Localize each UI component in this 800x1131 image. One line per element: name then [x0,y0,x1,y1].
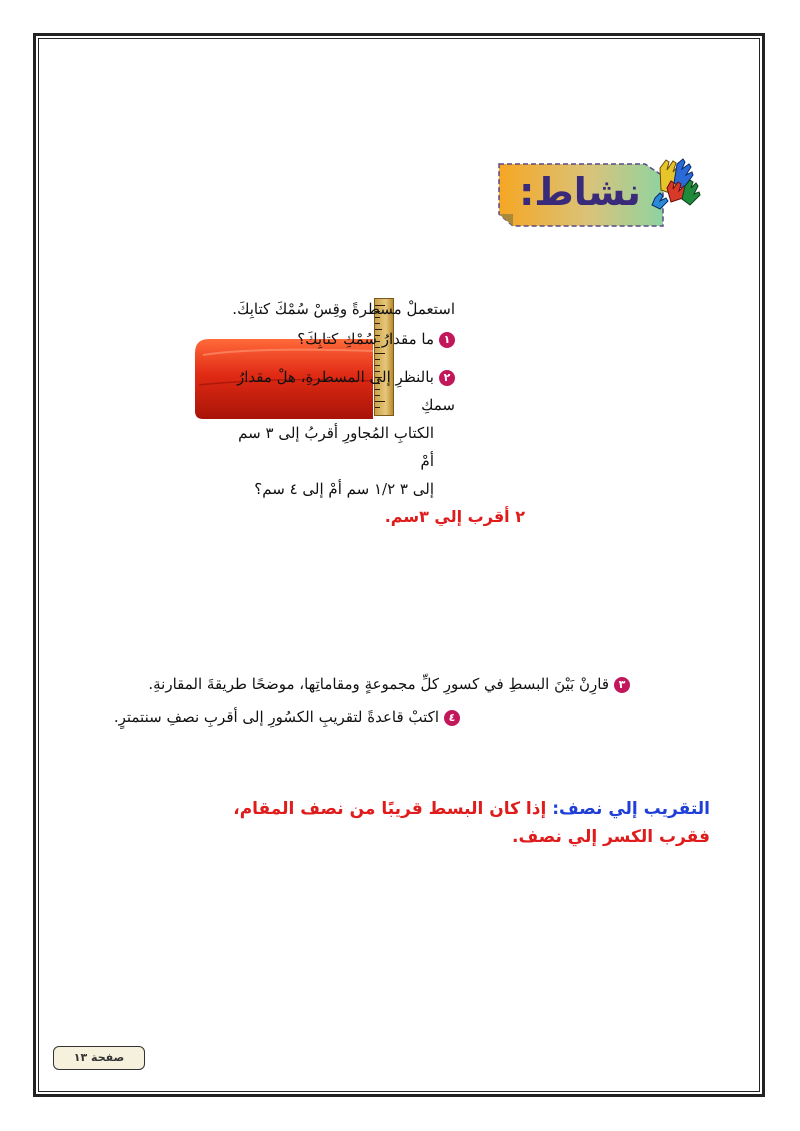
question-number-badge: ٣ [614,677,630,693]
activity-intro: استعملْ مسطرةً وقِسْ سُمْكَ كتابِكَ. [232,300,455,318]
question-2-line-3: إلى ٣ ١/٢ سم أمْ إلى ٤ سم؟ [254,480,434,498]
rounding-rule [190,795,710,851]
question-2-line-2: الكتابِ المُجاورِ أقربُ إلى ٣ سم أمْ [238,424,434,470]
activity-banner [495,158,707,230]
rule-body: إذا كان البسط قريبًا من نصف المقام، فقرب الكسر إلي نصف. [233,799,710,847]
question-4-text: اكتبْ قاعدةً لتقريبِ الكسُورِ إلى أقربِ نصفِ سنتمترٍ. [113,708,439,726]
question-3-text: قارِنْ بَيْنَ البسطِ في كسورِ كلِّ مجموعةٍ ومقاماتِها، موضحًا طريقةَ المقارنةِ. [148,675,609,693]
question-2-line-1: بالنظرِ إلى المسطرةِ، هلْ مقدارُ سمكِ [237,368,455,414]
rule-label: التقريب إلي نصف: [552,799,710,819]
question-3 [148,675,630,693]
question-1-text: ما مقدارُ سُمْكِ كتابِكَ؟ [297,330,434,348]
banner-title: نشاط: [519,170,641,214]
question-number-badge: ٢ [439,370,455,386]
page-number-label: صفحة ١٣ [53,1046,145,1070]
question-2 [220,363,455,503]
question-number-badge: ١ [439,332,455,348]
answer-question-2: ٢ أقرب إلي ٣سم. [384,507,525,526]
question-4 [114,708,460,726]
question-number-badge: ٤ [444,710,460,726]
question-1 [297,330,455,348]
